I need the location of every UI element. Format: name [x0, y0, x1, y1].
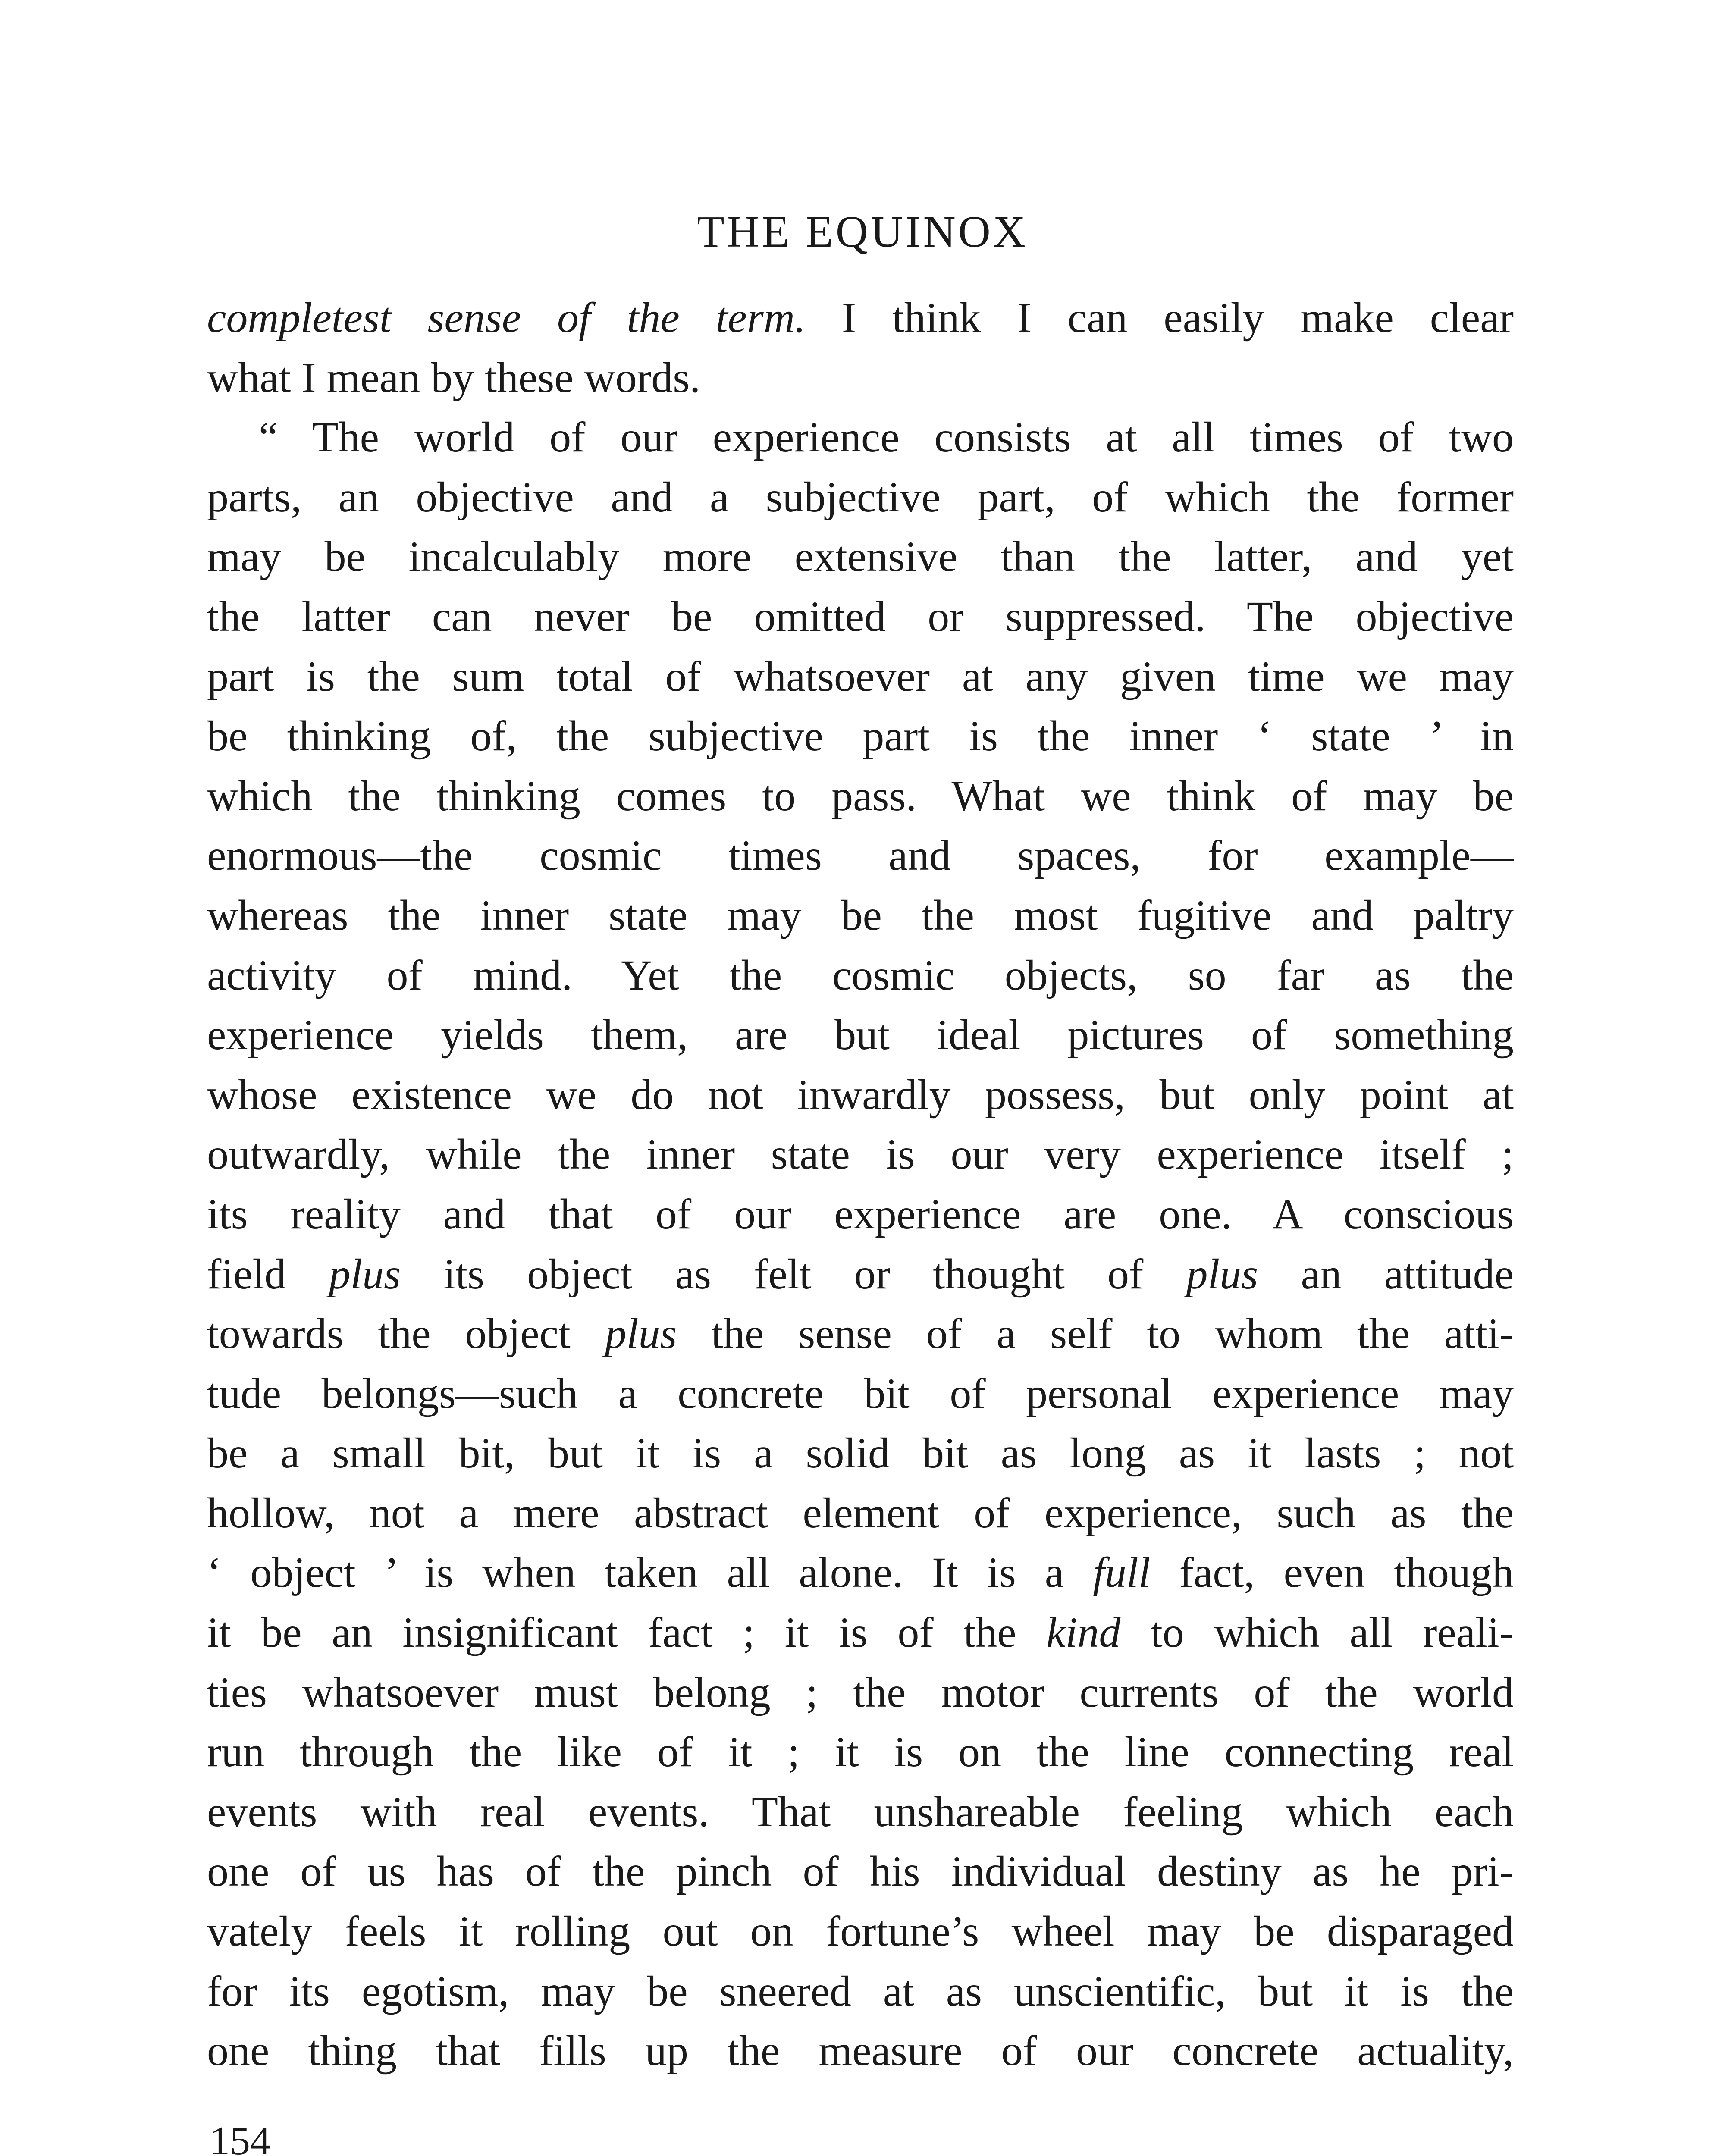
text-segment: “ The world of our experience consists at all times of two: [259, 413, 1514, 461]
text-segment: its reality and that of our experience are one. A conscious: [207, 1190, 1514, 1238]
body-text: [207, 288, 1514, 2081]
text-segment: fact, even though: [1150, 1548, 1514, 1597]
text-line: [207, 1603, 1514, 1663]
italic-text-segment: plus: [605, 1310, 677, 1358]
text-segment: events with real events. That unshareable feeling which each: [207, 1787, 1514, 1836]
text-segment: experience yields them, are but ideal pictures of something: [207, 1011, 1514, 1059]
text-segment: whereas the inner state may be the most fugitive and paltry: [207, 891, 1514, 939]
text-segment: tude belongs—such a concrete bit of personal experience may: [207, 1369, 1514, 1417]
running-head-title: THE EQUINOX: [697, 207, 1028, 257]
text-line: [207, 1782, 1514, 1842]
text-segment: activity of mind. Yet the cosmic objects, so far as the: [207, 951, 1514, 999]
text-segment: one thing that fills up the measure of our concrete actuality,: [207, 2027, 1514, 2075]
text-line: [207, 527, 1514, 587]
italic-text-segment: plus: [329, 1250, 401, 1298]
text-segment: part is the sum total of whatsoever at any given time we may: [207, 652, 1514, 700]
text-segment: the sense of a self to whom the atti-: [677, 1310, 1514, 1358]
text-line: [207, 348, 1514, 408]
text-line: [207, 1185, 1514, 1244]
italic-text-segment: full: [1093, 1548, 1151, 1597]
text-segment: enormous—the cosmic times and spaces, for example—: [207, 831, 1514, 880]
text-segment: parts, an objective and a subjective part, of which the former: [207, 473, 1514, 521]
text-line: [207, 1304, 1514, 1364]
italic-text-segment: completest sense of the term.: [207, 294, 806, 342]
text-segment: be thinking of, the subjective part is the inner ‘ state ’ in: [207, 712, 1514, 760]
italic-text-segment: kind: [1046, 1608, 1121, 1657]
text-segment: outwardly, while the inner state is our very experience itself ;: [207, 1130, 1514, 1178]
text-segment: I think I can easily make clear: [805, 294, 1514, 342]
italic-text-segment: plus: [1186, 1250, 1258, 1298]
text-line: [207, 1722, 1514, 1782]
text-segment: it be an insignificant fact ; it is of the: [207, 1608, 1047, 1657]
text-line: [207, 1423, 1514, 1483]
text-line: [207, 1065, 1514, 1125]
text-line: [207, 587, 1514, 647]
text-line: [207, 1005, 1514, 1065]
text-segment: whose existence we do not inwardly possess, but only point at: [207, 1070, 1514, 1119]
text-line: [207, 1125, 1514, 1185]
text-line: [207, 467, 1514, 527]
text-segment: towards the object: [207, 1310, 605, 1358]
page-number: 154: [210, 2118, 270, 2156]
text-line: [207, 1962, 1514, 2021]
text-segment: the latter can never be omitted or suppressed. The objective: [207, 592, 1514, 640]
text-line: [207, 647, 1514, 707]
text-line: [207, 766, 1514, 826]
text-line: [207, 1244, 1514, 1304]
text-segment: for its egotism, may be sneered at as unscientific, but it is the: [207, 1967, 1514, 2015]
text-line: [207, 1483, 1514, 1543]
text-segment: hollow, not a mere abstract element of experience, such as the: [207, 1489, 1514, 1537]
text-segment: which the thinking comes to pass. What we think of may be: [207, 771, 1514, 820]
text-line: [207, 1902, 1514, 1962]
text-segment: to which all reali-: [1120, 1608, 1514, 1657]
text-segment: may be incalculably more extensive than the latter, and yet: [207, 533, 1514, 581]
text-segment: one of us has of the pinch of his individual destiny as he pri-: [207, 1847, 1514, 1896]
text-segment: run through the like of it ; it is on the line connecting real: [207, 1728, 1514, 1776]
text-segment: what I mean by these words.: [207, 353, 701, 401]
text-line: [207, 2021, 1514, 2081]
text-line: [207, 407, 1514, 467]
text-line: [207, 288, 1514, 348]
text-line: [207, 706, 1514, 766]
text-segment: vately feels it rolling out on fortune’s wheel may be disparaged: [207, 1907, 1514, 1955]
text-segment: ties whatsoever must belong ; the motor currents of the world: [207, 1668, 1514, 1716]
text-segment: ‘ object ’ is when taken all alone. It is a: [207, 1548, 1093, 1597]
text-line: [207, 1364, 1514, 1424]
text-line: [207, 1842, 1514, 1902]
text-line: [207, 1543, 1514, 1603]
text-line: [207, 1663, 1514, 1723]
text-segment: its object as felt or thought of: [401, 1250, 1186, 1298]
text-line: [207, 886, 1514, 946]
text-line: [207, 826, 1514, 886]
text-line: [207, 946, 1514, 1006]
text-segment: an attitude: [1258, 1250, 1514, 1298]
text-segment: be a small bit, but it is a solid bit as long as it lasts ; not: [207, 1429, 1514, 1477]
text-segment: field: [207, 1250, 329, 1298]
